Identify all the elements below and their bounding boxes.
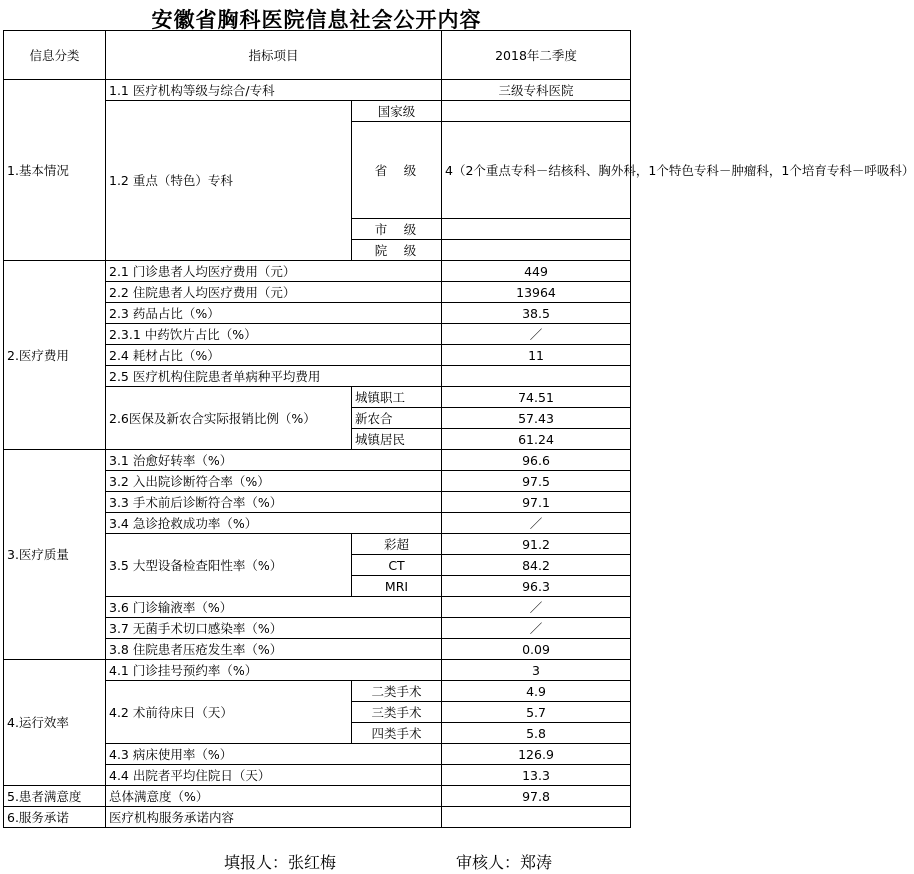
- table-row: [4, 807, 631, 828]
- indicator-value: ／: [442, 324, 631, 345]
- sub-label: 二类手术: [352, 681, 442, 702]
- indicator-value: 4（2个重点专科－结核科、胸外科，1个特色专科－肿瘤科，1个培育专科－呼吸科）: [442, 122, 631, 219]
- table-row: [4, 450, 631, 471]
- indicator-value: 11: [442, 345, 631, 366]
- indicator-value: 97.1: [442, 492, 631, 513]
- sub-label: MRI: [352, 576, 442, 597]
- category-satisfaction: 5.患者满意度: [4, 786, 106, 807]
- indicator-label: 总体满意度（%）: [106, 786, 442, 807]
- indicator-value: 4.9: [442, 681, 631, 702]
- header-period: 2018年二季度: [442, 31, 631, 80]
- category-basic: 1.基本情况: [4, 80, 106, 261]
- sub-label: 院 级: [352, 240, 442, 261]
- sub-label: 市 级: [352, 219, 442, 240]
- indicator-value: ／: [442, 597, 631, 618]
- table-row: [4, 660, 631, 681]
- indicator-label: 2.1 门诊患者人均医疗费用（元）: [106, 261, 442, 282]
- indicator-value: [442, 219, 631, 240]
- table-row: [4, 80, 631, 101]
- header-row: [4, 31, 631, 80]
- indicator-value: ／: [442, 618, 631, 639]
- indicator-label: 4.3 病床使用率（%）: [106, 744, 442, 765]
- indicator-value: 13964: [442, 282, 631, 303]
- indicator-label: 医疗机构服务承诺内容: [106, 807, 442, 828]
- sub-label: 四类手术: [352, 723, 442, 744]
- indicator-value: 13.3: [442, 765, 631, 786]
- indicator-label: 1.1 医疗机构等级与综合/专科: [106, 80, 442, 101]
- sub-label: 三类手术: [352, 702, 442, 723]
- indicator-value: 38.5: [442, 303, 631, 324]
- indicator-value: 84.2: [442, 555, 631, 576]
- sub-label: 省 级: [352, 122, 442, 219]
- indicator-value: ／: [442, 513, 631, 534]
- indicator-label: 3.7 无菌手术切口感染率（%）: [106, 618, 442, 639]
- filler-signature: 填报人：张红梅: [224, 853, 337, 872]
- indicator-value: 5.8: [442, 723, 631, 744]
- indicator-label: 3.4 急诊抢救成功率（%）: [106, 513, 442, 534]
- indicator-label: 4.2 术前待床日（天）: [106, 681, 352, 744]
- sub-label: 城镇职工: [352, 387, 442, 408]
- indicator-label: 3.8 住院患者压疮发生率（%）: [106, 639, 442, 660]
- header-indicator: 指标项目: [106, 31, 442, 80]
- header-category: 信息分类: [4, 31, 106, 80]
- indicator-value: 96.3: [442, 576, 631, 597]
- indicator-label: 2.2 住院患者人均医疗费用（元）: [106, 282, 442, 303]
- indicator-label: 4.4 出院者平均住院日（天）: [106, 765, 442, 786]
- indicator-label: 3.2 入出院诊断符合率（%）: [106, 471, 442, 492]
- category-quality: 3.医疗质量: [4, 450, 106, 660]
- indicator-value: 3: [442, 660, 631, 681]
- indicator-label: 2.6医保及新农合实际报销比例（%）: [106, 387, 352, 450]
- indicator-value: 5.7: [442, 702, 631, 723]
- indicator-value: 449: [442, 261, 631, 282]
- indicator-label: 2.3.1 中药饮片占比（%）: [106, 324, 442, 345]
- indicator-value: 97.5: [442, 471, 631, 492]
- indicator-label: 2.3 药品占比（%）: [106, 303, 442, 324]
- indicator-label: 2.5 医疗机构住院患者单病种平均费用: [106, 366, 442, 387]
- table-row: [4, 261, 631, 282]
- indicator-value: 96.6: [442, 450, 631, 471]
- indicator-value: 0.09: [442, 639, 631, 660]
- indicator-value: 91.2: [442, 534, 631, 555]
- indicator-label: 3.3 手术前后诊断符合率（%）: [106, 492, 442, 513]
- indicator-value: [442, 101, 631, 122]
- category-commitment: 6.服务承诺: [4, 807, 106, 828]
- reviewer-signature: 审核人：郑涛: [456, 853, 553, 872]
- indicator-value: 74.51: [442, 387, 631, 408]
- indicator-value: 三级专科医院: [442, 80, 631, 101]
- indicator-label: 3.1 治愈好转率（%）: [106, 450, 442, 471]
- sub-label: 彩超: [352, 534, 442, 555]
- indicator-value: 97.8: [442, 786, 631, 807]
- indicator-value: 126.9: [442, 744, 631, 765]
- indicator-value: [442, 807, 631, 828]
- sub-label: CT: [352, 555, 442, 576]
- page-title: 安徽省胸科医院信息社会公开内容: [151, 8, 482, 32]
- sub-label: 新农合: [352, 408, 442, 429]
- info-table: [3, 30, 914, 828]
- indicator-label: 2.4 耗材占比（%）: [106, 345, 442, 366]
- indicator-label: 4.1 门诊挂号预约率（%）: [106, 660, 442, 681]
- sub-label: 国家级: [352, 101, 442, 122]
- indicator-label: 3.6 门诊输液率（%）: [106, 597, 442, 618]
- table-row: [4, 786, 631, 807]
- indicator-value: [442, 366, 631, 387]
- indicator-value: 61.24: [442, 429, 631, 450]
- indicator-label: 1.2 重点（特色）专科: [106, 101, 352, 261]
- sub-label: 城镇居民: [352, 429, 442, 450]
- category-cost: 2.医疗费用: [4, 261, 106, 450]
- indicator-value: [442, 240, 631, 261]
- category-efficiency: 4.运行效率: [4, 660, 106, 786]
- indicator-value: 57.43: [442, 408, 631, 429]
- indicator-label: 3.5 大型设备检查阳性率（%）: [106, 534, 352, 597]
